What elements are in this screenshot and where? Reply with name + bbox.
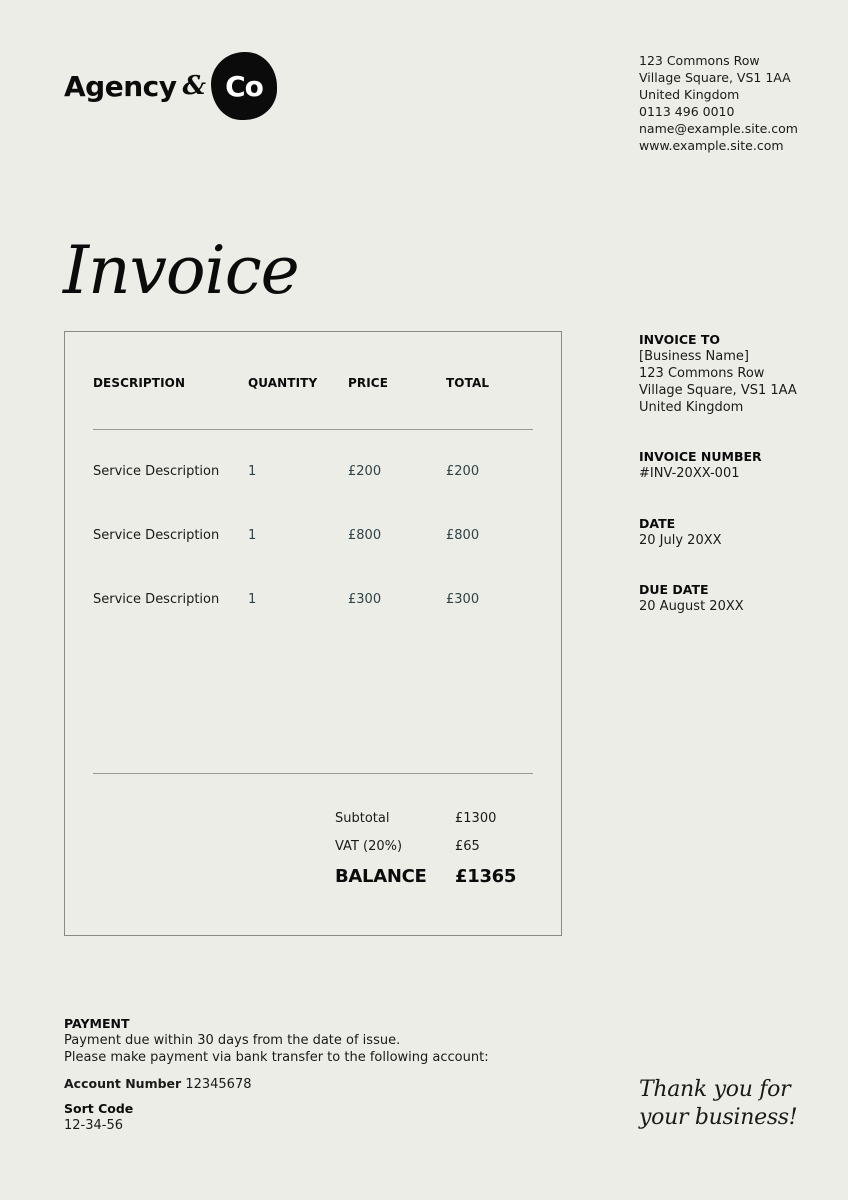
invoice-to-label: INVOICE TO <box>639 332 721 347</box>
row-description: Service Description <box>93 592 220 607</box>
row-quantity: 1 <box>248 528 257 543</box>
invoice-to-line: 123 Commons Row <box>639 366 765 381</box>
payment-line: Please make payment via bank transfer to the following account: <box>64 1050 489 1065</box>
invoice-table-box <box>64 331 562 936</box>
vat-value: £65 <box>455 839 480 854</box>
subtotal-value: £1300 <box>455 811 497 826</box>
company-logo <box>64 50 277 122</box>
row-total: £800 <box>446 528 480 543</box>
due-date-label: DUE DATE <box>639 582 709 597</box>
company-contact <box>639 52 798 154</box>
payment-label: PAYMENT <box>64 1016 130 1031</box>
company-website: www.example.site.com <box>639 138 784 153</box>
invoice-number-value: #INV-20XX-001 <box>639 466 740 481</box>
header-total: TOTAL <box>446 376 490 390</box>
header-price: PRICE <box>348 376 389 390</box>
row-quantity: 1 <box>248 464 257 479</box>
due-date-value: 20 August 20XX <box>639 599 744 614</box>
company-address-line: Village Square, VS1 1AA <box>639 70 791 85</box>
date-label: DATE <box>639 516 676 531</box>
account-number-value: 12345678 <box>185 1077 252 1092</box>
row-price: £200 <box>348 464 382 479</box>
payment-terms <box>64 1032 489 1066</box>
thank-you-line: Thank you for <box>639 1077 791 1102</box>
row-quantity: 1 <box>248 592 257 607</box>
page-title: Invoice <box>63 232 299 309</box>
company-address-line: United Kingdom <box>639 87 740 102</box>
row-total: £300 <box>446 592 480 607</box>
table-divider-bottom <box>93 773 533 774</box>
sort-code-value: 12-34-56 <box>64 1118 124 1133</box>
invoice-to-line: Village Square, VS1 1AA <box>639 383 797 398</box>
vat-label: VAT (20%) <box>335 839 403 854</box>
header-quantity: QUANTITY <box>248 376 318 390</box>
logo-badge: Co <box>211 52 277 120</box>
logo-wordmark: Agency <box>64 69 177 103</box>
invoice-to-details <box>639 348 797 416</box>
thank-you-line: your business! <box>639 1105 798 1130</box>
company-address-line: 123 Commons Row <box>639 53 760 68</box>
table-divider-top <box>93 429 533 430</box>
sort-code-label: Sort Code <box>64 1101 134 1116</box>
row-description: Service Description <box>93 528 220 543</box>
thank-you-note <box>639 1076 797 1132</box>
balance-label: BALANCE <box>335 866 427 887</box>
date-value: 20 July 20XX <box>639 533 722 548</box>
balance-value: £1365 <box>455 866 517 887</box>
invoice-to-line: United Kingdom <box>639 400 744 415</box>
logo-ampersand: & <box>182 71 206 101</box>
row-price: £300 <box>348 592 382 607</box>
company-phone: 0113 496 0010 <box>639 104 735 119</box>
payment-line: Payment due within 30 days from the date of issue. <box>64 1033 401 1048</box>
row-description: Service Description <box>93 464 220 479</box>
invoice-number-label: INVOICE NUMBER <box>639 449 762 464</box>
invoice-to-line: [Business Name] <box>639 349 749 364</box>
row-total: £200 <box>446 464 480 479</box>
account-number-label: Account Number <box>64 1076 182 1091</box>
row-price: £800 <box>348 528 382 543</box>
subtotal-label: Subtotal <box>335 811 390 826</box>
account-number-row <box>64 1075 252 1093</box>
header-description: DESCRIPTION <box>93 376 186 390</box>
company-email: name@example.site.com <box>639 121 798 136</box>
